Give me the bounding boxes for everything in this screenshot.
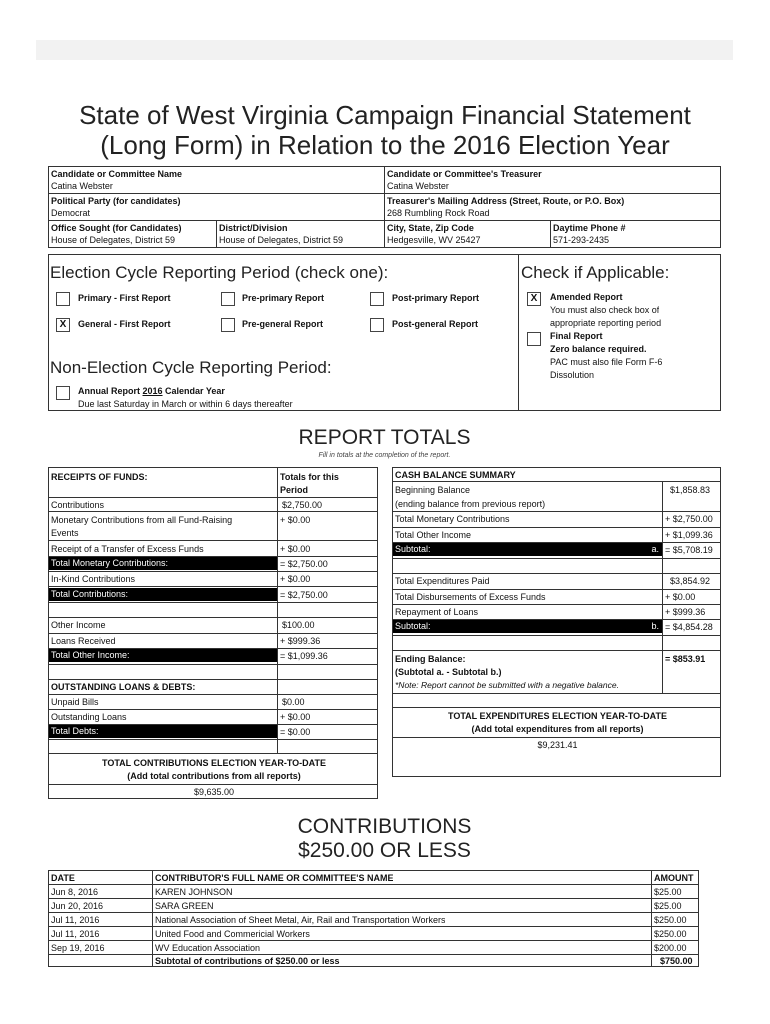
row-date[interactable]: Jun 8, 2016	[51, 887, 99, 897]
divider	[48, 633, 378, 634]
divider	[48, 753, 378, 754]
preprimary-checkbox[interactable]	[221, 292, 235, 306]
treasurer-label: Candidate or Committee's Treasurer	[387, 169, 542, 179]
tot-other-income-label: Total Other Income	[395, 530, 472, 540]
unpaid-bills-label: Unpaid Bills	[51, 697, 99, 707]
cash-summary-label: CASH BALANCE SUMMARY	[395, 470, 516, 480]
contributions-heading-2: $250.00 OR LESS	[298, 839, 471, 862]
receipts-label: RECEIPTS OF FUNDS:	[51, 472, 148, 482]
divider	[48, 954, 699, 955]
divider	[392, 481, 721, 482]
ytd-contributions-label-1: TOTAL CONTRIBUTIONS ELECTION YEAR-TO-DATE	[101, 758, 326, 768]
ytd-contributions-value[interactable]: $9,635.00	[193, 787, 235, 797]
contributions-value[interactable]: $2,750.00	[282, 500, 323, 510]
divider	[48, 586, 378, 587]
divider	[48, 940, 699, 941]
outstanding-loans-value[interactable]: + $0.00	[280, 712, 311, 722]
contributions-label: Contributions	[51, 500, 105, 510]
col-amount-header: AMOUNT	[654, 873, 694, 883]
district-value[interactable]: House of Delegates, District 59	[219, 235, 344, 245]
contributions-heading-1: CONTRIBUTIONS	[297, 815, 472, 838]
candidate-name-label: Candidate or Committee Name	[51, 169, 183, 179]
contrib-subtotal-value: $750.00	[660, 956, 693, 966]
row-amount[interactable]: $200.00	[654, 943, 687, 953]
row-date[interactable]: Jul 11, 2016	[51, 915, 100, 925]
ytd-contributions-label-2: (Add total contributions from all reports)	[127, 771, 301, 781]
divider	[48, 193, 721, 194]
city-value[interactable]: Hedgesville, WV 25427	[387, 235, 481, 245]
loans-received-label: Loans Received	[51, 636, 116, 646]
divider	[392, 511, 721, 512]
divider	[392, 707, 721, 708]
contrib-subtotal-label: Subtotal of contributions of $250.00 or less	[155, 956, 340, 966]
ending-balance-note: *Note: Report cannot be submitted with a negative balance.	[395, 680, 619, 690]
monetary-fundraising-value[interactable]: + $0.00	[280, 515, 311, 525]
other-income-label: Other Income	[51, 620, 106, 630]
pac-note-2: Dissolution	[550, 370, 595, 380]
row-amount[interactable]: $250.00	[654, 929, 687, 939]
divider	[392, 635, 721, 636]
col-date-header: DATE	[51, 873, 75, 883]
final-label: Final Report	[550, 331, 603, 341]
final-checkbox[interactable]	[527, 332, 541, 346]
tot-monetary-value: + $2,750.00	[665, 514, 713, 524]
annual-report-checkbox[interactable]	[56, 386, 70, 400]
divider	[48, 497, 378, 498]
expenditures-value[interactable]: $3,854.92	[670, 576, 711, 586]
beginning-balance-label: Beginning Balance	[395, 485, 471, 495]
page-title	[40, 100, 730, 160]
party-value[interactable]: Democrat	[51, 208, 91, 218]
election-cycle-heading: Election Cycle Reporting Period (check one):	[50, 263, 389, 282]
divider	[392, 604, 721, 605]
inkind-value[interactable]: + $0.00	[280, 574, 311, 584]
phone-value[interactable]: 571-293-2435	[553, 235, 610, 245]
divider	[392, 693, 721, 694]
monetary-fundraising-label-1: Monetary Contributions from all Fund-Raising	[51, 515, 233, 525]
divider	[48, 511, 378, 512]
phone-label: Daytime Phone #	[553, 223, 626, 233]
row-name[interactable]: National Association of Sheet Metal, Air, Rail and Transportation Workers	[155, 915, 446, 925]
outstanding-loans-label: Outstanding Loans	[51, 712, 127, 722]
general-first-label: General - First Report	[78, 319, 171, 329]
top-toolbar-strip	[36, 40, 733, 60]
subtotal-a-value: = $5,708.19	[665, 545, 713, 555]
title-line-1: State of West Virginia Campaign Financial Statement	[79, 100, 691, 130]
total-other-income-label: Total Other Income:	[49, 649, 277, 662]
postprimary-checkbox[interactable]	[370, 292, 384, 306]
pregeneral-checkbox[interactable]	[221, 318, 235, 332]
city-label: City, State, Zip Code	[387, 223, 474, 233]
divider	[48, 679, 378, 680]
title-line-2: (Long Form) in Relation to the 2016 Election Year	[100, 130, 670, 160]
amended-note-1: You must also check box of	[550, 305, 660, 315]
other-income-value[interactable]: $100.00	[282, 620, 315, 630]
ending-balance-sublabel: (Subtotal a. - Subtotal b.)	[395, 667, 502, 677]
divider	[392, 527, 721, 528]
ytd-expenditures-label-2: (Add total expenditures from all reports)	[471, 724, 644, 734]
report-totals-note: Fill in totals at the completion of the report.	[318, 452, 451, 459]
ytd-expenditures-label-1: TOTAL EXPENDITURES ELECTION YEAR-TO-DATE	[447, 711, 668, 721]
loans-received-value[interactable]: + $999.36	[280, 636, 321, 646]
transfer-value[interactable]: + $0.00	[280, 544, 311, 554]
divider	[48, 540, 378, 541]
total-debts-label: Total Debts:	[49, 725, 277, 738]
total-other-income-value: = $1,099.36	[280, 651, 328, 661]
divider	[392, 573, 721, 574]
row-amount[interactable]: $250.00	[654, 915, 687, 925]
divider	[48, 912, 699, 913]
subtotal-a-label: Subtotal: a.	[393, 543, 662, 556]
primary-first-checkbox[interactable]	[56, 292, 70, 306]
zero-balance-note: Zero balance required.	[550, 344, 647, 354]
row-amount[interactable]: $25.00	[654, 887, 682, 897]
ytd-expenditures-value[interactable]: $9,231.41	[537, 740, 578, 750]
office-label: Office Sought (for Candidates)	[51, 223, 182, 233]
tot-monetary-label: Total Monetary Contributions	[395, 514, 510, 524]
preprimary-label: Pre-primary Report	[242, 293, 325, 303]
repayment-label: Repayment of Loans	[395, 607, 479, 617]
inkind-label: In-Kind Contributions	[51, 574, 136, 584]
tot-other-income-value: + $1,099.36	[665, 530, 713, 540]
district-label: District/Division	[219, 223, 288, 233]
divider	[48, 694, 378, 695]
mailing-address-value[interactable]: 268 Rumbling Rock Road	[387, 208, 490, 218]
divider	[48, 571, 378, 572]
totals-period-label-1: Totals for this	[280, 472, 339, 482]
applicable-heading: Check if Applicable:	[521, 263, 670, 282]
total-monetary-value: = $2,750.00	[280, 559, 328, 569]
ending-balance-label: Ending Balance:	[395, 654, 466, 664]
amended-label: Amended Report	[550, 292, 623, 302]
postgeneral-checkbox[interactable]	[370, 318, 384, 332]
divider	[48, 220, 721, 221]
divider	[392, 650, 721, 651]
total-debts-value: = $0.00	[280, 727, 311, 737]
divider	[48, 898, 699, 899]
row-name[interactable]: KAREN JOHNSON	[155, 887, 233, 897]
divider	[48, 664, 378, 665]
divider	[392, 558, 721, 559]
divider	[48, 884, 699, 885]
ending-previous-label: (ending balance from previous report)	[395, 499, 546, 509]
general-first-checkbox[interactable]: X	[56, 318, 70, 332]
divider	[48, 617, 378, 618]
expenditures-label: Total Expenditures Paid	[395, 576, 490, 586]
office-value[interactable]: House of Delegates, District 59	[51, 235, 176, 245]
report-totals-heading: REPORT TOTALS	[298, 426, 471, 449]
total-contributions-value: = $2,750.00	[280, 590, 328, 600]
row-date[interactable]: Jul 11, 2016	[51, 929, 100, 939]
disbursements-value[interactable]: + $0.00	[665, 592, 696, 602]
divider	[48, 784, 378, 785]
postprimary-label: Post-primary Report	[392, 293, 480, 303]
ending-balance-value: = $853.91	[665, 654, 706, 664]
amended-note-2: appropriate reporting period	[550, 318, 662, 328]
col-name-header: CONTRIBUTOR'S FULL NAME OR COMMITTEE'S NAME	[155, 873, 394, 883]
primary-first-label: Primary - First Report	[78, 293, 171, 303]
divider	[392, 737, 721, 738]
divider	[392, 589, 721, 590]
divider	[518, 254, 519, 411]
divider	[48, 739, 378, 740]
postgeneral-label: Post-general Report	[392, 319, 479, 329]
repayment-value[interactable]: + $999.36	[665, 607, 706, 617]
pregeneral-label: Pre-general Report	[242, 319, 324, 329]
total-contributions-label: Total Contributions:	[49, 588, 277, 601]
mailing-address-label: Treasurer's Mailing Address (Street, Route, or P.O. Box)	[387, 196, 625, 206]
row-amount[interactable]: $25.00	[654, 901, 682, 911]
unpaid-bills-value[interactable]: $0.00	[282, 697, 305, 707]
disbursements-label: Total Disbursements of Excess Funds	[395, 592, 546, 602]
subtotal-b-label: Subtotal: b.	[393, 620, 662, 633]
row-date[interactable]: Jun 20, 2016	[51, 901, 104, 911]
treasurer-value[interactable]: Catina Webster	[387, 181, 449, 191]
monetary-fundraising-label-2: Events	[51, 528, 79, 538]
annual-report-label: Annual Report 2016 Calendar Year	[78, 386, 225, 396]
divider	[48, 602, 378, 603]
subtotal-b-value: = $4,854.28	[665, 622, 713, 632]
total-monetary-label: Total Monetary Contributions:	[49, 557, 277, 570]
amended-checkbox[interactable]: X	[527, 292, 541, 306]
candidate-name-value[interactable]: Catina Webster	[51, 181, 113, 191]
row-name[interactable]: United Food and Commericial Workers	[155, 929, 310, 939]
pac-note-1: PAC must also file Form F-6	[550, 357, 663, 367]
row-name[interactable]: WV Education Association	[155, 943, 261, 953]
divider	[48, 709, 378, 710]
party-label: Political Party (for candidates)	[51, 196, 181, 206]
outstanding-label: OUTSTANDING LOANS & DEBTS:	[51, 682, 196, 692]
divider	[48, 926, 699, 927]
nonelection-heading: Non-Election Cycle Reporting Period:	[50, 358, 332, 377]
beginning-balance-value[interactable]: $1,858.83	[670, 485, 711, 495]
transfer-label: Receipt of a Transfer of Excess Funds	[51, 544, 204, 554]
row-date[interactable]: Sep 19, 2016	[51, 943, 105, 953]
totals-period-label-2: Period	[280, 485, 309, 495]
annual-report-note: Due last Saturday in March or within 6 days thereafter	[78, 399, 293, 409]
row-name[interactable]: SARA GREEN	[155, 901, 214, 911]
